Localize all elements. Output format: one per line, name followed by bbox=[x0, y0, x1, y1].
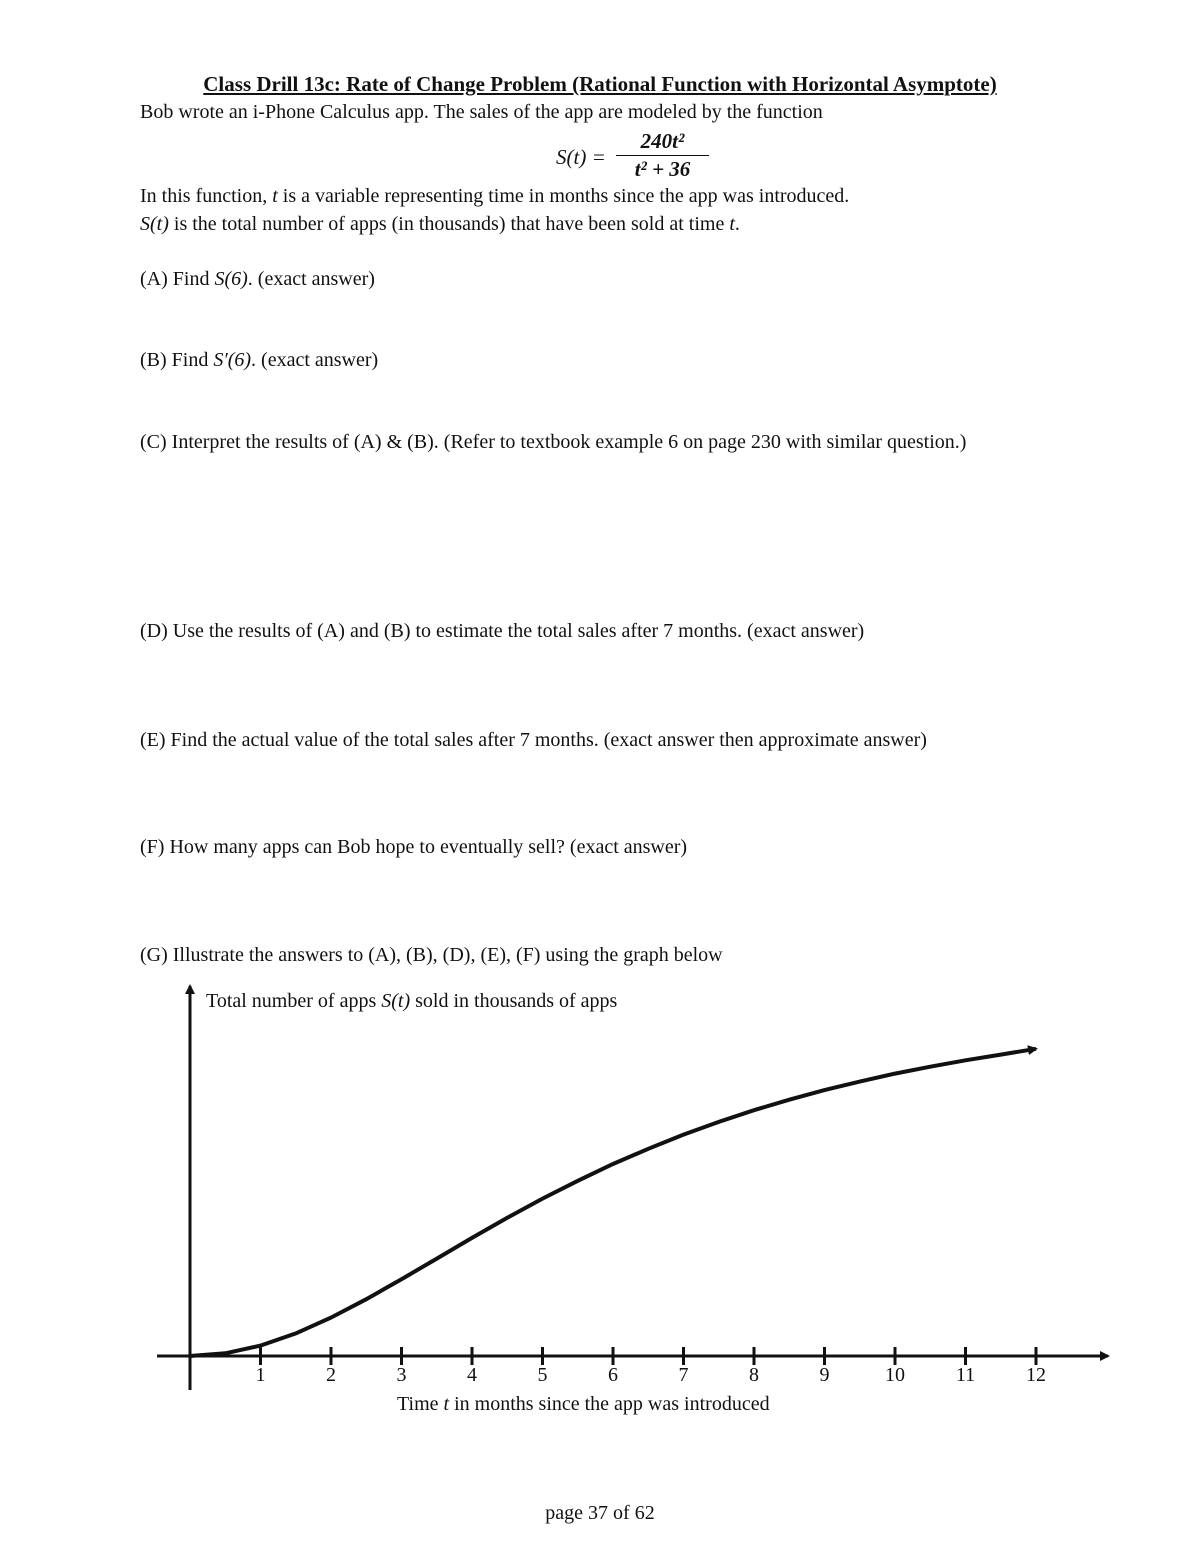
text-part: In this function, bbox=[140, 185, 273, 207]
text-part: (A) Find bbox=[140, 268, 215, 290]
text-part: is a variable representing time in months since the app was introduced. bbox=[277, 185, 850, 207]
text-part: Time bbox=[397, 1393, 444, 1415]
page-number: page 37 of 62 bbox=[545, 1502, 655, 1524]
text-part: (B) Find bbox=[140, 349, 214, 371]
question-c: (C) Interpret the results of (A) & (B). (Refer to textbook example 6 on page 230 with similar question.) bbox=[140, 431, 967, 453]
text-part: sold in thousands of apps bbox=[410, 990, 618, 1012]
x-tick-label: 5 bbox=[537, 1364, 548, 1386]
x-tick-label: 1 bbox=[255, 1364, 266, 1386]
expr-s6: S(6) bbox=[214, 268, 248, 290]
question-f: (F) How many apps can Bob hope to eventually sell? (exact answer) bbox=[140, 836, 688, 858]
page-title: Class Drill 13c: Rate of Change Problem (Rational Function with Horizontal Asymptote) bbox=[203, 72, 997, 96]
expr-sprime6: S′(6) bbox=[213, 349, 252, 371]
question-e: (E) Find the actual value of the total sales after 7 months. (exact answer then approximate answer) bbox=[140, 729, 927, 751]
text-part: . bbox=[734, 213, 740, 235]
var-t: t bbox=[729, 213, 735, 235]
var-t: t bbox=[443, 1393, 450, 1415]
x-tick-label: 4 bbox=[467, 1364, 477, 1386]
intro-text: Bob wrote an i-Phone Calculus app. The sales of the app are modeled by the function bbox=[140, 101, 823, 123]
x-tick-label: 3 bbox=[396, 1364, 407, 1386]
text-part: in months since the app was introduced bbox=[449, 1393, 770, 1415]
var-t: t bbox=[272, 185, 278, 207]
x-tick-label: 12 bbox=[1026, 1364, 1046, 1386]
question-d: (D) Use the results of (A) and (B) to estimate the total sales after 7 months. (exact answer) bbox=[140, 620, 865, 642]
x-tick-label: 10 bbox=[885, 1364, 905, 1386]
text-part: Total number of apps bbox=[206, 990, 382, 1012]
text-part: . (exact answer) bbox=[251, 349, 379, 371]
x-tick-label: 2 bbox=[326, 1364, 336, 1386]
x-axis-label bbox=[397, 1393, 770, 1416]
text-part: . (exact answer) bbox=[247, 268, 375, 290]
x-tick-label: 7 bbox=[678, 1364, 689, 1386]
x-tick-label: 6 bbox=[608, 1364, 618, 1386]
question-g: (G) Illustrate the answers to (A), (B), (D), (E), (F) using the graph below bbox=[140, 944, 723, 966]
text-part: is the total number of apps (in thousands) that have been sold at time bbox=[168, 213, 730, 235]
x-tick-label: 11 bbox=[955, 1364, 976, 1386]
x-tick-label: 8 bbox=[749, 1364, 759, 1386]
formula-denominator: t² + 36 bbox=[634, 157, 691, 181]
y-axis-label bbox=[206, 990, 617, 1013]
formula-lhs: S(t) = bbox=[556, 145, 606, 169]
var-s: S(t) bbox=[140, 213, 169, 235]
var-s: S(t) bbox=[381, 990, 411, 1012]
formula-numerator: 240t² bbox=[640, 129, 685, 153]
sales-curve bbox=[190, 1049, 1036, 1356]
x-tick-label: 9 bbox=[819, 1364, 830, 1386]
